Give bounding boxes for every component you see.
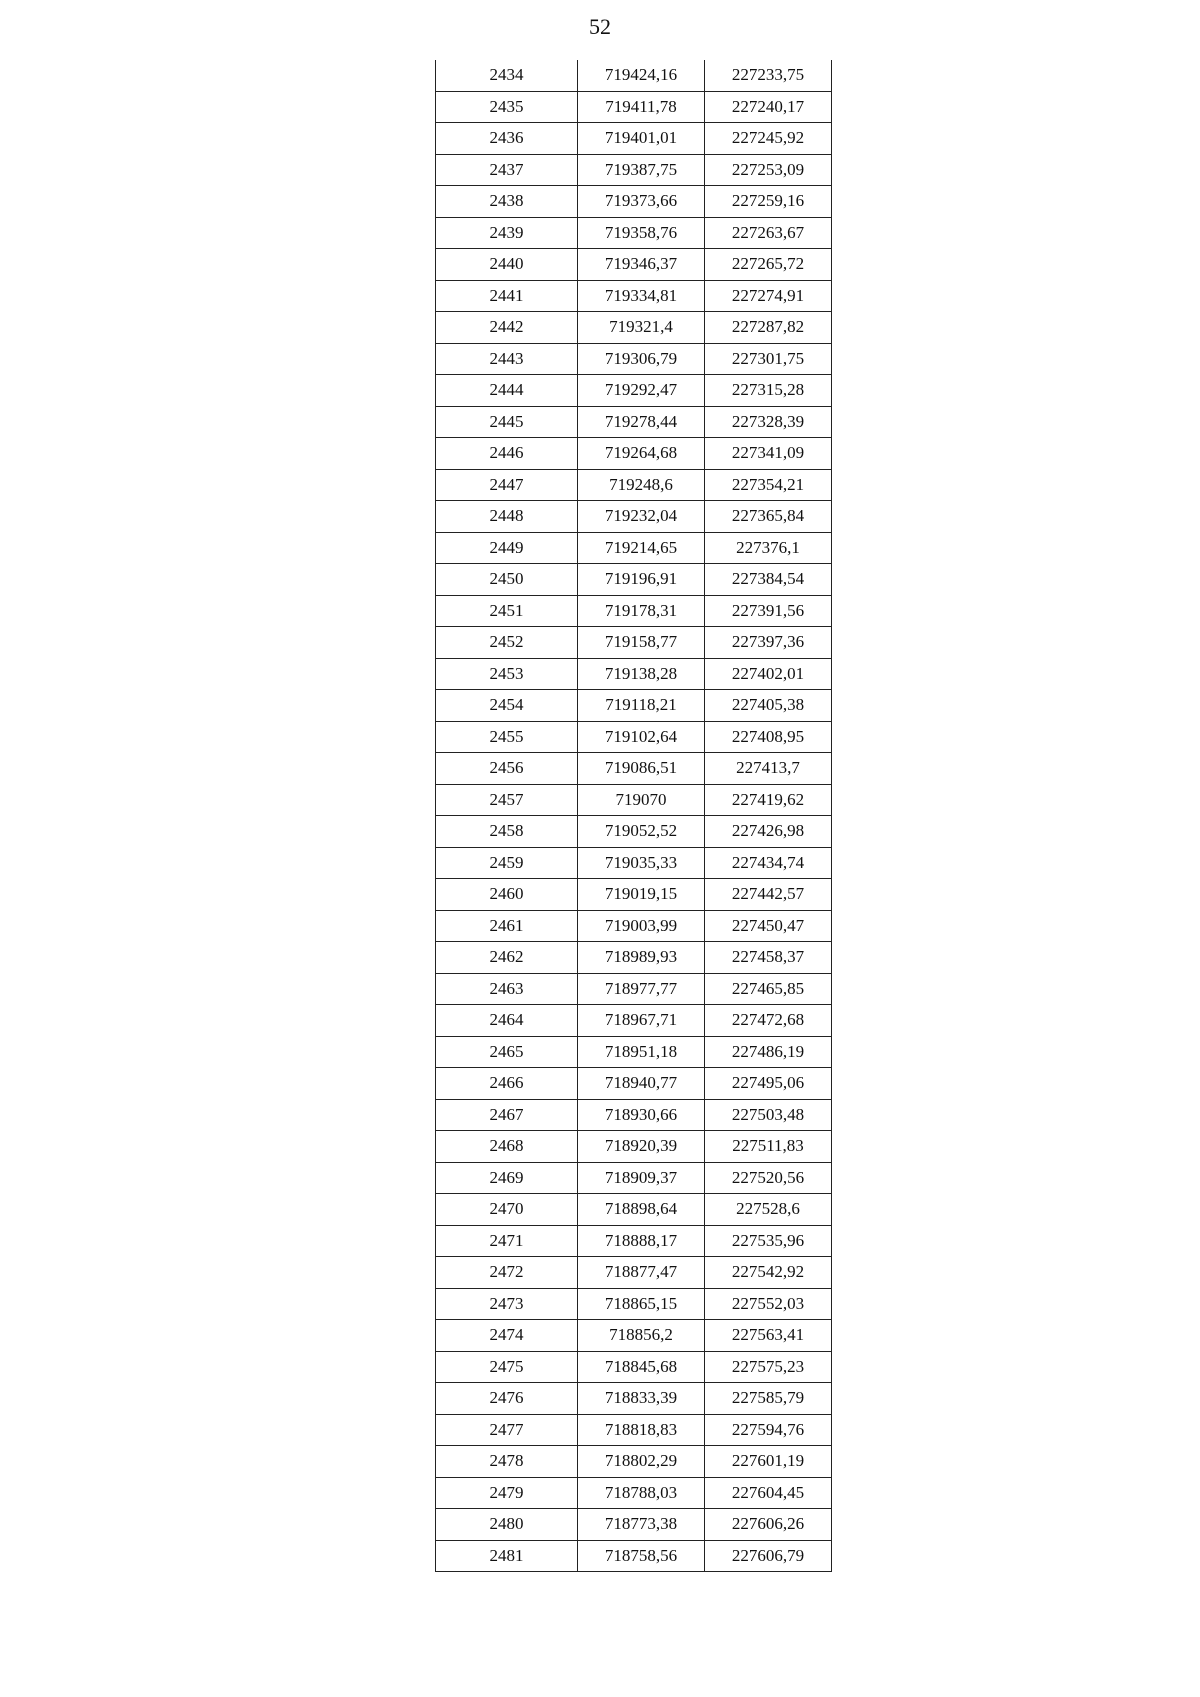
x-coordinate-cell: 718967,71 (578, 1005, 705, 1037)
table-row (436, 1005, 832, 1037)
y-coordinate-cell: 227328,39 (705, 406, 832, 438)
point-number-cell: 2461 (436, 910, 578, 942)
point-number-cell: 2438 (436, 186, 578, 218)
point-number-cell: 2453 (436, 658, 578, 690)
y-coordinate-cell: 227434,74 (705, 847, 832, 879)
table-row (436, 217, 832, 249)
x-coordinate-cell: 718951,18 (578, 1036, 705, 1068)
y-coordinate-cell: 227315,28 (705, 375, 832, 407)
table-row (436, 690, 832, 722)
x-coordinate-cell: 719232,04 (578, 501, 705, 533)
x-coordinate-cell: 719086,51 (578, 753, 705, 785)
x-coordinate-cell: 719102,64 (578, 721, 705, 753)
x-coordinate-cell: 718888,17 (578, 1225, 705, 1257)
point-number-cell: 2440 (436, 249, 578, 281)
y-coordinate-cell: 227472,68 (705, 1005, 832, 1037)
point-number-cell: 2460 (436, 879, 578, 911)
table-row (436, 532, 832, 564)
point-number-cell: 2477 (436, 1414, 578, 1446)
y-coordinate-cell: 227253,09 (705, 154, 832, 186)
table-row (436, 1257, 832, 1289)
y-coordinate-cell: 227233,75 (705, 60, 832, 91)
y-coordinate-cell: 227606,79 (705, 1540, 832, 1572)
point-number-cell: 2471 (436, 1225, 578, 1257)
x-coordinate-cell: 719158,77 (578, 627, 705, 659)
y-coordinate-cell: 227402,01 (705, 658, 832, 690)
table-row (436, 1099, 832, 1131)
point-number-cell: 2472 (436, 1257, 578, 1289)
x-coordinate-cell: 718865,15 (578, 1288, 705, 1320)
x-coordinate-cell: 719052,52 (578, 816, 705, 848)
x-coordinate-cell: 719358,76 (578, 217, 705, 249)
point-number-cell: 2468 (436, 1131, 578, 1163)
table-row (436, 1414, 832, 1446)
y-coordinate-cell: 227606,26 (705, 1509, 832, 1541)
table-row (436, 847, 832, 879)
table-row (436, 564, 832, 596)
x-coordinate-cell: 718856,2 (578, 1320, 705, 1352)
x-coordinate-cell: 719346,37 (578, 249, 705, 281)
x-coordinate-cell: 719411,78 (578, 91, 705, 123)
point-number-cell: 2434 (436, 60, 578, 91)
table-row (436, 123, 832, 155)
x-coordinate-cell: 719035,33 (578, 847, 705, 879)
table-row (436, 1162, 832, 1194)
y-coordinate-cell: 227535,96 (705, 1225, 832, 1257)
x-coordinate-cell: 719248,6 (578, 469, 705, 501)
point-number-cell: 2480 (436, 1509, 578, 1541)
y-coordinate-cell: 227384,54 (705, 564, 832, 596)
table-row (436, 910, 832, 942)
point-number-cell: 2474 (436, 1320, 578, 1352)
table-row (436, 784, 832, 816)
point-number-cell: 2443 (436, 343, 578, 375)
x-coordinate-cell: 719118,21 (578, 690, 705, 722)
table-row (436, 1446, 832, 1478)
x-coordinate-cell: 719334,81 (578, 280, 705, 312)
y-coordinate-cell: 227408,95 (705, 721, 832, 753)
y-coordinate-cell: 227240,17 (705, 91, 832, 123)
table-row (436, 1194, 832, 1226)
table-row (436, 154, 832, 186)
point-number-cell: 2459 (436, 847, 578, 879)
point-number-cell: 2457 (436, 784, 578, 816)
table-row (436, 816, 832, 848)
table-row (436, 1477, 832, 1509)
table-row (436, 1068, 832, 1100)
x-coordinate-cell: 718930,66 (578, 1099, 705, 1131)
x-coordinate-cell: 719278,44 (578, 406, 705, 438)
y-coordinate-cell: 227601,19 (705, 1446, 832, 1478)
y-coordinate-cell: 227341,09 (705, 438, 832, 470)
y-coordinate-cell: 227405,38 (705, 690, 832, 722)
x-coordinate-cell: 719306,79 (578, 343, 705, 375)
point-number-cell: 2435 (436, 91, 578, 123)
x-coordinate-cell: 719178,31 (578, 595, 705, 627)
y-coordinate-cell: 227287,82 (705, 312, 832, 344)
y-coordinate-cell: 227245,92 (705, 123, 832, 155)
x-coordinate-cell: 719138,28 (578, 658, 705, 690)
point-number-cell: 2464 (436, 1005, 578, 1037)
x-coordinate-cell: 719214,65 (578, 532, 705, 564)
x-coordinate-cell: 718977,77 (578, 973, 705, 1005)
coordinates-table (435, 60, 832, 1572)
table-row (436, 1036, 832, 1068)
point-number-cell: 2439 (436, 217, 578, 249)
y-coordinate-cell: 227450,47 (705, 910, 832, 942)
table-row (436, 1540, 832, 1572)
y-coordinate-cell: 227265,72 (705, 249, 832, 281)
x-coordinate-cell: 718898,64 (578, 1194, 705, 1226)
x-coordinate-cell: 718802,29 (578, 1446, 705, 1478)
point-number-cell: 2436 (436, 123, 578, 155)
y-coordinate-cell: 227563,41 (705, 1320, 832, 1352)
point-number-cell: 2447 (436, 469, 578, 501)
y-coordinate-cell: 227528,6 (705, 1194, 832, 1226)
table-row (436, 343, 832, 375)
table-row (436, 312, 832, 344)
point-number-cell: 2452 (436, 627, 578, 659)
table-row (436, 1383, 832, 1415)
point-number-cell: 2466 (436, 1068, 578, 1100)
table-row (436, 1131, 832, 1163)
x-coordinate-cell: 718909,37 (578, 1162, 705, 1194)
y-coordinate-cell: 227511,83 (705, 1131, 832, 1163)
page-number: 52 (589, 14, 611, 39)
point-number-cell: 2442 (436, 312, 578, 344)
table-row (436, 91, 832, 123)
point-number-cell: 2470 (436, 1194, 578, 1226)
point-number-cell: 2467 (436, 1099, 578, 1131)
y-coordinate-cell: 227354,21 (705, 469, 832, 501)
y-coordinate-cell: 227419,62 (705, 784, 832, 816)
table-row (436, 249, 832, 281)
table-row (436, 595, 832, 627)
y-coordinate-cell: 227301,75 (705, 343, 832, 375)
y-coordinate-cell: 227442,57 (705, 879, 832, 911)
point-number-cell: 2456 (436, 753, 578, 785)
y-coordinate-cell: 227594,76 (705, 1414, 832, 1446)
table-row (436, 879, 832, 911)
y-coordinate-cell: 227413,7 (705, 753, 832, 785)
table-row (436, 438, 832, 470)
table-row (436, 1351, 832, 1383)
table-row (436, 627, 832, 659)
y-coordinate-cell: 227465,85 (705, 973, 832, 1005)
x-coordinate-cell: 718989,93 (578, 942, 705, 974)
x-coordinate-cell: 718920,39 (578, 1131, 705, 1163)
y-coordinate-cell: 227274,91 (705, 280, 832, 312)
y-coordinate-cell: 227520,56 (705, 1162, 832, 1194)
x-coordinate-cell: 719387,75 (578, 154, 705, 186)
point-number-cell: 2449 (436, 532, 578, 564)
point-number-cell: 2478 (436, 1446, 578, 1478)
table-row (436, 501, 832, 533)
x-coordinate-cell: 719264,68 (578, 438, 705, 470)
x-coordinate-cell: 718758,56 (578, 1540, 705, 1572)
point-number-cell: 2475 (436, 1351, 578, 1383)
x-coordinate-cell: 719321,4 (578, 312, 705, 344)
table-row (436, 753, 832, 785)
point-number-cell: 2481 (436, 1540, 578, 1572)
x-coordinate-cell: 719019,15 (578, 879, 705, 911)
x-coordinate-cell: 718877,47 (578, 1257, 705, 1289)
table-row (436, 1320, 832, 1352)
y-coordinate-cell: 227552,03 (705, 1288, 832, 1320)
x-coordinate-cell: 718773,38 (578, 1509, 705, 1541)
x-coordinate-cell: 719292,47 (578, 375, 705, 407)
x-coordinate-cell: 718833,39 (578, 1383, 705, 1415)
x-coordinate-cell: 719373,66 (578, 186, 705, 218)
x-coordinate-cell: 718818,83 (578, 1414, 705, 1446)
point-number-cell: 2469 (436, 1162, 578, 1194)
table-row (436, 942, 832, 974)
table-row (436, 406, 832, 438)
point-number-cell: 2444 (436, 375, 578, 407)
y-coordinate-cell: 227585,79 (705, 1383, 832, 1415)
y-coordinate-cell: 227575,23 (705, 1351, 832, 1383)
point-number-cell: 2455 (436, 721, 578, 753)
point-number-cell: 2476 (436, 1383, 578, 1415)
x-coordinate-cell: 719424,16 (578, 60, 705, 91)
y-coordinate-cell: 227397,36 (705, 627, 832, 659)
table-row (436, 1225, 832, 1257)
y-coordinate-cell: 227259,16 (705, 186, 832, 218)
table-row (436, 973, 832, 1005)
y-coordinate-cell: 227458,37 (705, 942, 832, 974)
point-number-cell: 2462 (436, 942, 578, 974)
y-coordinate-cell: 227486,19 (705, 1036, 832, 1068)
point-number-cell: 2448 (436, 501, 578, 533)
x-coordinate-cell: 719196,91 (578, 564, 705, 596)
point-number-cell: 2450 (436, 564, 578, 596)
point-number-cell: 2441 (436, 280, 578, 312)
y-coordinate-cell: 227542,92 (705, 1257, 832, 1289)
x-coordinate-cell: 718845,68 (578, 1351, 705, 1383)
point-number-cell: 2446 (436, 438, 578, 470)
point-number-cell: 2451 (436, 595, 578, 627)
x-coordinate-cell: 719401,01 (578, 123, 705, 155)
y-coordinate-cell: 227365,84 (705, 501, 832, 533)
x-coordinate-cell: 719070 (578, 784, 705, 816)
table-row (436, 60, 832, 91)
point-number-cell: 2463 (436, 973, 578, 1005)
y-coordinate-cell: 227263,67 (705, 217, 832, 249)
point-number-cell: 2473 (436, 1288, 578, 1320)
point-number-cell: 2445 (436, 406, 578, 438)
table-row (436, 280, 832, 312)
coordinates-table-body (436, 60, 832, 1572)
table-row (436, 721, 832, 753)
point-number-cell: 2465 (436, 1036, 578, 1068)
point-number-cell: 2458 (436, 816, 578, 848)
table-row (436, 1288, 832, 1320)
x-coordinate-cell: 718940,77 (578, 1068, 705, 1100)
y-coordinate-cell: 227495,06 (705, 1068, 832, 1100)
table-row (436, 375, 832, 407)
table-row (436, 1509, 832, 1541)
table-row (436, 186, 832, 218)
table-row (436, 469, 832, 501)
y-coordinate-cell: 227604,45 (705, 1477, 832, 1509)
table-row (436, 658, 832, 690)
x-coordinate-cell: 718788,03 (578, 1477, 705, 1509)
y-coordinate-cell: 227426,98 (705, 816, 832, 848)
x-coordinate-cell: 719003,99 (578, 910, 705, 942)
y-coordinate-cell: 227391,56 (705, 595, 832, 627)
y-coordinate-cell: 227503,48 (705, 1099, 832, 1131)
y-coordinate-cell: 227376,1 (705, 532, 832, 564)
point-number-cell: 2454 (436, 690, 578, 722)
point-number-cell: 2479 (436, 1477, 578, 1509)
point-number-cell: 2437 (436, 154, 578, 186)
